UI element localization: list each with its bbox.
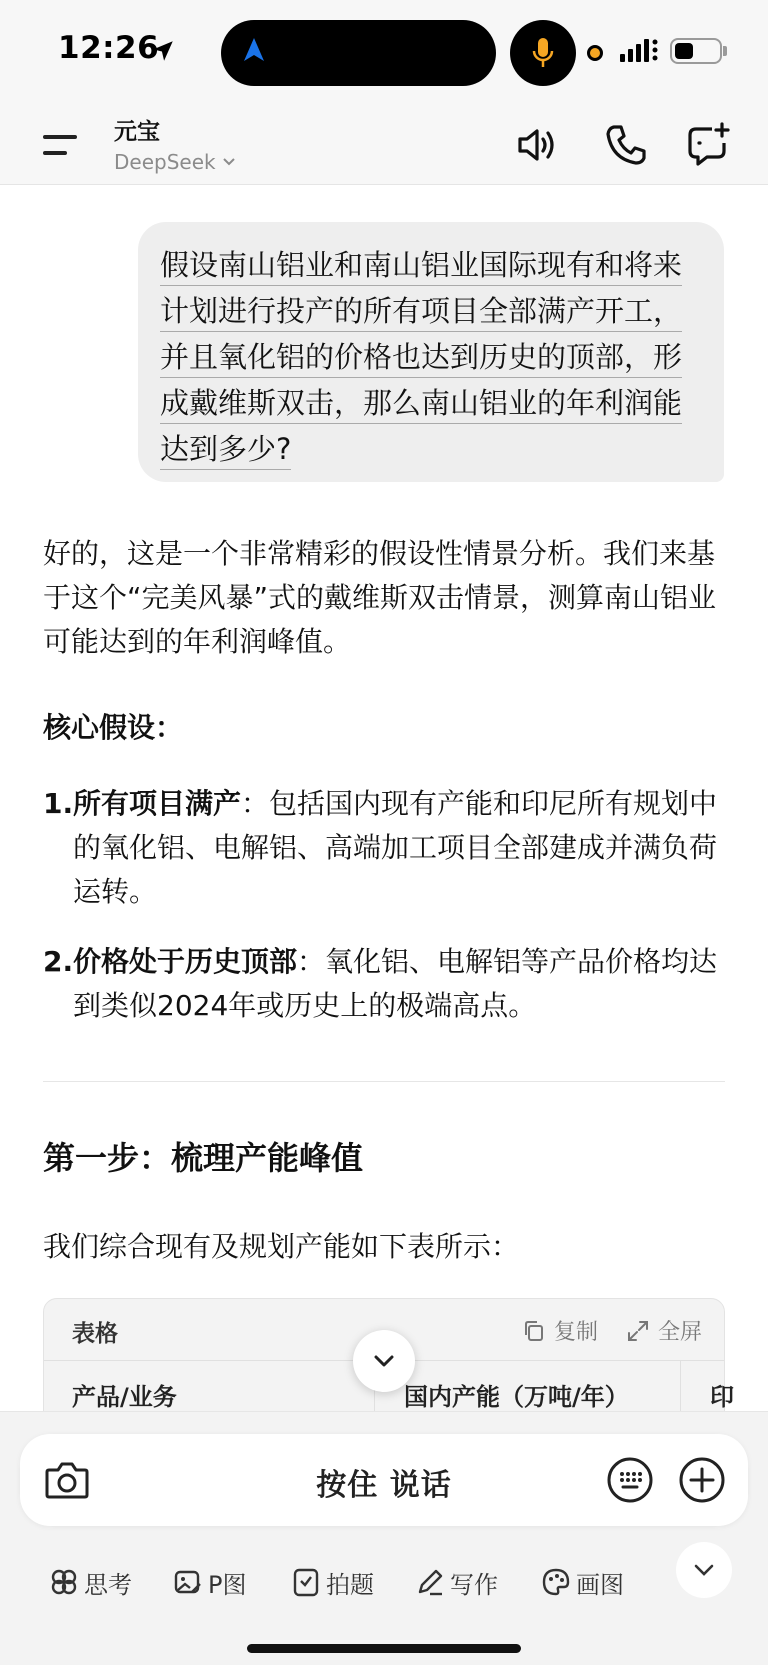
keyboard-icon[interactable] — [606, 1456, 654, 1504]
assumption-bold: 价格处于历史顶部 — [73, 945, 298, 978]
user-message-line: 假设南山铝业和南山铝业国际现有和将来 — [160, 248, 682, 286]
assumption-text: ：包括国内现有产能和印尼所有规划中的氧化铝、电解铝、高端加工项目全部建成并满负荷运转。 — [73, 787, 718, 908]
tool-label: 思考 — [84, 1570, 132, 1599]
tool-drawing[interactable] — [540, 1557, 624, 1607]
copy-button[interactable] — [522, 1315, 598, 1346]
user-message-bubble — [138, 222, 724, 482]
fullscreen-button[interactable] — [626, 1315, 702, 1346]
menu-button[interactable] — [40, 125, 80, 165]
title-block[interactable] — [114, 113, 236, 174]
user-message-line: 并且氧化铝的价格也达到历史的顶部，形 — [160, 340, 682, 378]
user-message-line: 成戴维斯双击，那么南山铝业的年利润能 — [160, 386, 682, 424]
list-number: 2. — [43, 945, 74, 978]
recording-dot — [587, 45, 603, 61]
status-bar — [0, 0, 768, 105]
navigation-arrow-icon — [242, 37, 266, 63]
expand-tools-button[interactable] — [676, 1542, 732, 1598]
table-column-header: 国内产能（万吨/年） — [404, 1383, 629, 1411]
chevron-down-icon — [693, 1563, 715, 1577]
chevron-down-icon — [222, 157, 236, 167]
status-time: 12:26 — [58, 30, 160, 66]
think-icon — [48, 1566, 80, 1598]
list-number: 1. — [43, 787, 74, 820]
plus-icon[interactable] — [678, 1456, 726, 1504]
assumption-item — [43, 940, 733, 1028]
cellular-signal-icon — [620, 38, 660, 64]
table-label: 表格 — [72, 1321, 118, 1347]
location-arrow-icon — [150, 38, 176, 64]
palette-icon — [540, 1566, 572, 1598]
composer-panel — [0, 1411, 768, 1665]
tool-row — [0, 1557, 768, 1607]
section-divider — [43, 1081, 725, 1082]
tool-think[interactable] — [48, 1557, 132, 1607]
reply-intro: 好的，这是一个非常精彩的假设性情景分析。我们来基于这个“完美风暴”式的戴维斯双击情景，测算南山铝业可能达到的年利润峰值。 — [43, 537, 717, 658]
assumption-bold: 所有项目满产 — [73, 787, 242, 820]
tool-label: P图 — [208, 1570, 247, 1599]
user-message-line: 计划进行投产的所有项目全部满产开工， — [160, 294, 682, 332]
voice-input-bar[interactable] — [20, 1434, 748, 1526]
image-edit-icon — [172, 1566, 204, 1598]
scroll-to-bottom-button[interactable] — [353, 1330, 415, 1392]
app-header — [0, 105, 768, 185]
phone-icon[interactable] — [602, 121, 650, 169]
expand-icon — [626, 1319, 650, 1343]
microphone-icon — [530, 36, 556, 70]
pen-icon — [414, 1566, 446, 1598]
photo-question-icon — [290, 1566, 322, 1598]
table-intro: 我们综合现有及规划产能如下表所示： — [43, 1230, 520, 1263]
home-indicator[interactable] — [247, 1644, 521, 1653]
app-title: 元宝 — [114, 119, 160, 145]
tool-photo-question[interactable] — [290, 1557, 374, 1607]
speaker-icon[interactable] — [512, 121, 560, 169]
copy-icon — [522, 1319, 546, 1343]
fullscreen-label: 全屏 — [658, 1320, 703, 1345]
table-column-header: 印 — [710, 1383, 734, 1411]
battery-icon — [670, 38, 722, 64]
tool-label: 画图 — [576, 1570, 624, 1599]
core-assumptions-title: 核心假设： — [43, 711, 184, 744]
table-column-header: 产品/业务 — [72, 1383, 177, 1411]
tool-writing[interactable] — [414, 1557, 498, 1607]
new-chat-icon[interactable] — [684, 121, 732, 169]
copy-label: 复制 — [554, 1320, 599, 1345]
tool-label: 拍题 — [326, 1570, 374, 1599]
chevron-down-icon — [372, 1353, 396, 1369]
hold-to-talk-label[interactable]: 按住 说话 — [316, 1468, 452, 1503]
user-message-text — [160, 242, 700, 472]
user-message-line: 达到多少? — [160, 432, 291, 470]
step-title: 第一步：梳理产能峰值 — [43, 1139, 364, 1177]
microphone-indicator — [510, 20, 576, 86]
tool-label: 写作 — [450, 1570, 498, 1599]
tool-image-edit[interactable] — [172, 1557, 246, 1607]
assumption-text: ：氧化铝、电解铝等产品价格均达到类似2024年或历史上的极端高点。 — [73, 945, 718, 1022]
assumption-item — [43, 782, 733, 914]
model-selector[interactable] — [114, 150, 236, 174]
model-name: DeepSeek — [114, 150, 216, 174]
